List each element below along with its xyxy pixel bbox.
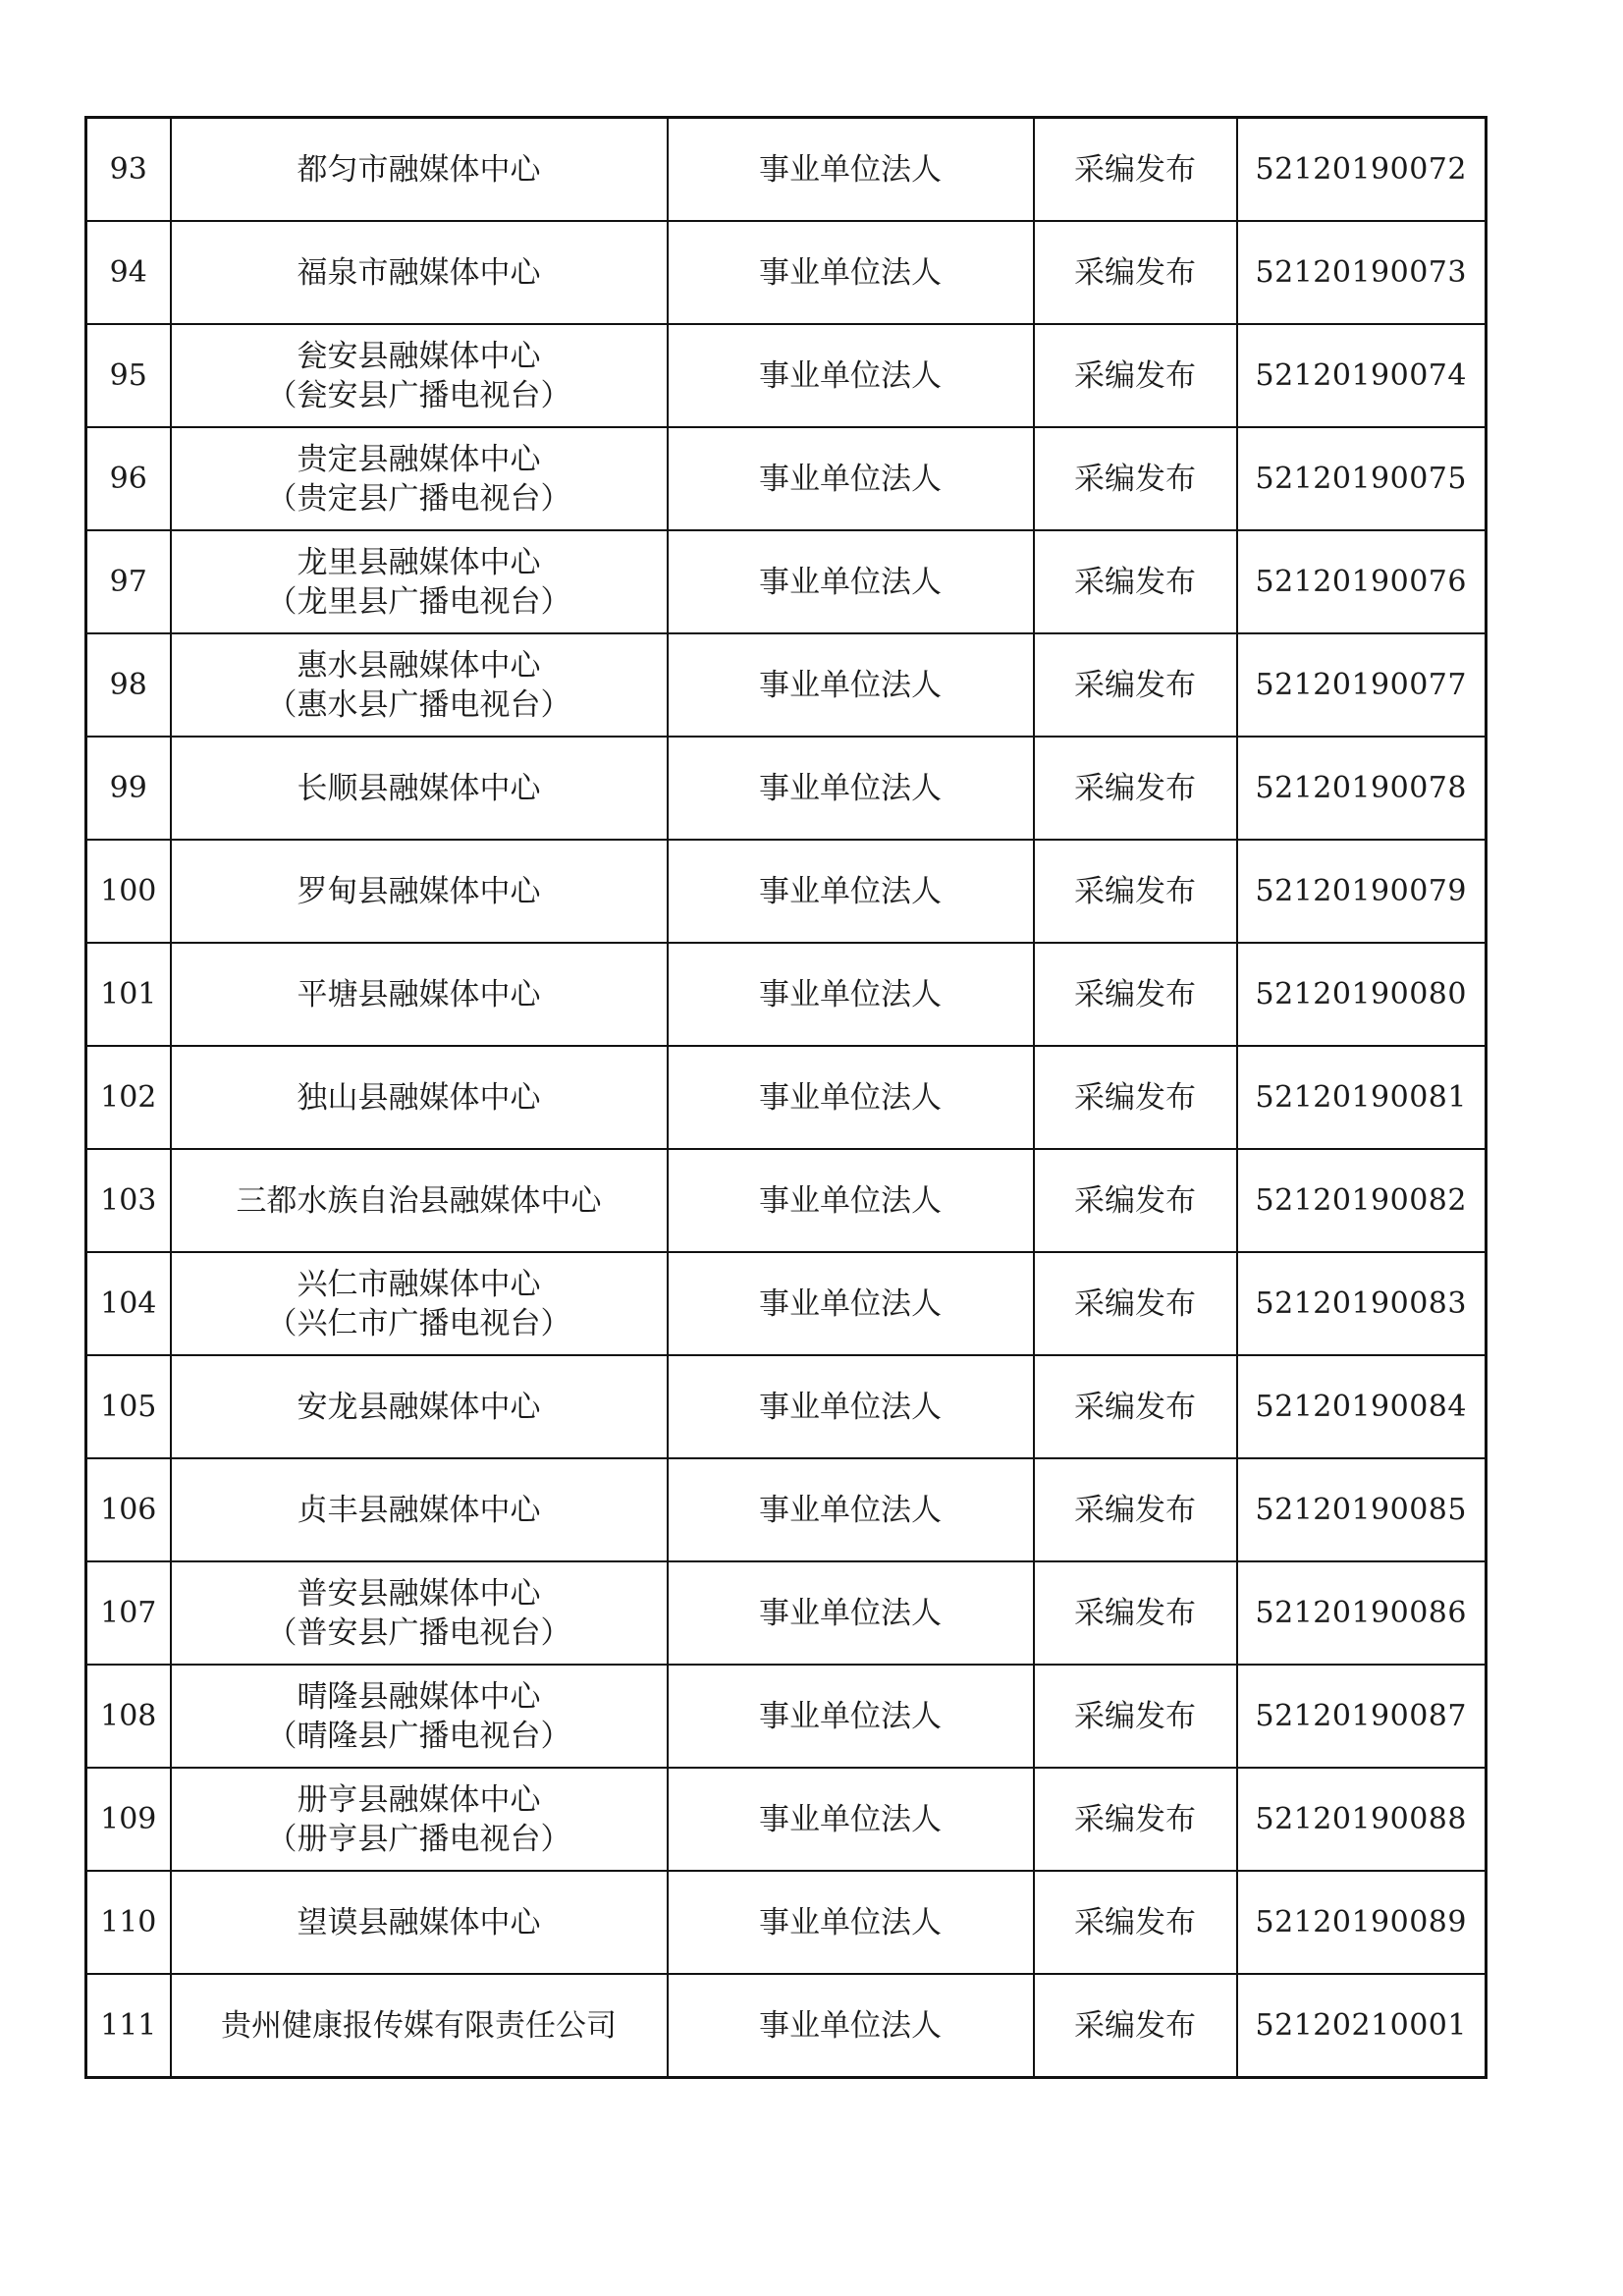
- row-number-cell: 96: [86, 427, 171, 530]
- table-row: [86, 633, 1487, 737]
- organization-name: 都匀市融媒体中心: [297, 151, 541, 188]
- organization-name: 龙里县融媒体中心: [297, 544, 541, 580]
- organization-name: 平塘县融媒体中心: [297, 976, 541, 1012]
- organization-name: 贵定县融媒体中心: [297, 441, 541, 477]
- business-scope-cell: 采编发布: [1034, 1974, 1237, 2078]
- row-number-cell: 93: [86, 118, 171, 222]
- row-number-cell: 97: [86, 530, 171, 633]
- entity-type-cell: 事业单位法人: [668, 1252, 1034, 1355]
- organization-name-cell: [171, 1149, 668, 1252]
- table-row: [86, 118, 1487, 222]
- entity-type-cell: 事业单位法人: [668, 221, 1034, 324]
- license-code-cell: 52120190088: [1237, 1768, 1487, 1871]
- business-scope-cell: 采编发布: [1034, 1252, 1237, 1355]
- organization-name-cell: [171, 840, 668, 943]
- license-code-cell: 52120190084: [1237, 1355, 1487, 1458]
- organization-alias: （册亨县广播电视台）: [266, 1821, 571, 1857]
- organization-name-cell: [171, 530, 668, 633]
- table-row: [86, 1458, 1487, 1561]
- table-row: [86, 1355, 1487, 1458]
- entity-type-cell: 事业单位法人: [668, 737, 1034, 840]
- row-number-cell: 98: [86, 633, 171, 737]
- entity-type-cell: 事业单位法人: [668, 840, 1034, 943]
- organization-alias: （龙里县广播电视台）: [266, 583, 571, 620]
- organization-alias: （普安县广播电视台）: [266, 1614, 571, 1651]
- entity-type-cell: 事业单位法人: [668, 1768, 1034, 1871]
- row-number-cell: 102: [86, 1046, 171, 1149]
- business-scope-cell: 采编发布: [1034, 633, 1237, 737]
- table-row: [86, 1974, 1487, 2078]
- license-code-cell: 52120190080: [1237, 943, 1487, 1046]
- row-number-cell: 99: [86, 737, 171, 840]
- table-row: [86, 943, 1487, 1046]
- business-scope-cell: 采编发布: [1034, 943, 1237, 1046]
- organization-name: 独山县融媒体中心: [297, 1079, 541, 1116]
- table-row: [86, 840, 1487, 943]
- business-scope-cell: 采编发布: [1034, 118, 1237, 222]
- entity-type-cell: 事业单位法人: [668, 530, 1034, 633]
- organization-name: 贵州健康报传媒有限责任公司: [221, 2007, 617, 2044]
- business-scope-cell: 采编发布: [1034, 1665, 1237, 1768]
- organization-alias: （瓮安县广播电视台）: [266, 377, 571, 413]
- organization-name: 三都水族自治县融媒体中心: [236, 1182, 602, 1219]
- row-number-cell: 107: [86, 1561, 171, 1665]
- table-row: [86, 1149, 1487, 1252]
- business-scope-cell: 采编发布: [1034, 1871, 1237, 1974]
- business-scope-cell: 采编发布: [1034, 530, 1237, 633]
- business-scope-cell: 采编发布: [1034, 1458, 1237, 1561]
- license-code-cell: 52120190073: [1237, 221, 1487, 324]
- table-row: [86, 1252, 1487, 1355]
- entity-type-cell: 事业单位法人: [668, 1871, 1034, 1974]
- row-number-cell: 106: [86, 1458, 171, 1561]
- row-number-cell: 108: [86, 1665, 171, 1768]
- entity-type-cell: 事业单位法人: [668, 1974, 1034, 2078]
- table-row: [86, 324, 1487, 427]
- entity-type-cell: 事业单位法人: [668, 943, 1034, 1046]
- organization-name-cell: [171, 1561, 668, 1665]
- license-code-cell: 52120190072: [1237, 118, 1487, 222]
- entity-type-cell: 事业单位法人: [668, 1561, 1034, 1665]
- license-code-cell: 52120190074: [1237, 324, 1487, 427]
- table-row: [86, 427, 1487, 530]
- license-code-cell: 52120190087: [1237, 1665, 1487, 1768]
- organization-alias: （兴仁市广播电视台）: [266, 1305, 571, 1341]
- license-code-cell: 52120190079: [1237, 840, 1487, 943]
- table-row: [86, 1561, 1487, 1665]
- row-number-cell: 101: [86, 943, 171, 1046]
- row-number-cell: 104: [86, 1252, 171, 1355]
- business-scope-cell: 采编发布: [1034, 737, 1237, 840]
- organization-alias: （晴隆县广播电视台）: [266, 1718, 571, 1754]
- row-number-cell: 109: [86, 1768, 171, 1871]
- organization-name-cell: [171, 943, 668, 1046]
- business-scope-cell: 采编发布: [1034, 221, 1237, 324]
- organization-name: 惠水县融媒体中心: [297, 647, 541, 683]
- organization-name: 贞丰县融媒体中心: [297, 1492, 541, 1528]
- organization-name-cell: [171, 1458, 668, 1561]
- organization-name: 兴仁市融媒体中心: [297, 1266, 541, 1302]
- organization-name: 长顺县融媒体中心: [297, 770, 541, 806]
- row-number-cell: 94: [86, 221, 171, 324]
- row-number-cell: 111: [86, 1974, 171, 2078]
- row-number-cell: 110: [86, 1871, 171, 1974]
- organization-name-cell: [171, 1665, 668, 1768]
- business-scope-cell: 采编发布: [1034, 1046, 1237, 1149]
- table-row: [86, 530, 1487, 633]
- business-scope-cell: 采编发布: [1034, 1149, 1237, 1252]
- row-number-cell: 95: [86, 324, 171, 427]
- table-row: [86, 1665, 1487, 1768]
- registry-table: [84, 116, 1488, 2079]
- entity-type-cell: 事业单位法人: [668, 1458, 1034, 1561]
- row-number-cell: 103: [86, 1149, 171, 1252]
- license-code-cell: 52120190082: [1237, 1149, 1487, 1252]
- organization-name: 册亨县融媒体中心: [297, 1781, 541, 1818]
- row-number-cell: 105: [86, 1355, 171, 1458]
- organization-name: 福泉市融媒体中心: [297, 254, 541, 291]
- organization-name-cell: [171, 118, 668, 222]
- license-code-cell: 52120190083: [1237, 1252, 1487, 1355]
- business-scope-cell: 采编发布: [1034, 1355, 1237, 1458]
- table-row: [86, 737, 1487, 840]
- organization-name-cell: [171, 1355, 668, 1458]
- organization-name: 安龙县融媒体中心: [297, 1389, 541, 1425]
- table-row: [86, 1768, 1487, 1871]
- entity-type-cell: 事业单位法人: [668, 427, 1034, 530]
- table-row: [86, 1046, 1487, 1149]
- table-row: [86, 221, 1487, 324]
- organization-name-cell: [171, 1768, 668, 1871]
- license-code-cell: 52120190075: [1237, 427, 1487, 530]
- organization-name-cell: [171, 1974, 668, 2078]
- entity-type-cell: 事业单位法人: [668, 324, 1034, 427]
- license-code-cell: 52120190089: [1237, 1871, 1487, 1974]
- business-scope-cell: 采编发布: [1034, 1768, 1237, 1871]
- organization-name-cell: [171, 221, 668, 324]
- organization-name-cell: [171, 1252, 668, 1355]
- business-scope-cell: 采编发布: [1034, 427, 1237, 530]
- entity-type-cell: 事业单位法人: [668, 1665, 1034, 1768]
- organization-name-cell: [171, 1046, 668, 1149]
- license-code-cell: 52120190081: [1237, 1046, 1487, 1149]
- license-code-cell: 52120210001: [1237, 1974, 1487, 2078]
- entity-type-cell: 事业单位法人: [668, 1355, 1034, 1458]
- license-code-cell: 52120190085: [1237, 1458, 1487, 1561]
- organization-name-cell: [171, 427, 668, 530]
- entity-type-cell: 事业单位法人: [668, 1046, 1034, 1149]
- license-code-cell: 52120190076: [1237, 530, 1487, 633]
- table-row: [86, 1871, 1487, 1974]
- entity-type-cell: 事业单位法人: [668, 118, 1034, 222]
- business-scope-cell: 采编发布: [1034, 840, 1237, 943]
- entity-type-cell: 事业单位法人: [668, 633, 1034, 737]
- organization-name: 晴隆县融媒体中心: [297, 1678, 541, 1715]
- organization-name: 罗甸县融媒体中心: [297, 873, 541, 909]
- organization-name: 普安县融媒体中心: [297, 1575, 541, 1612]
- organization-name: 瓮安县融媒体中心: [297, 338, 541, 374]
- organization-name-cell: [171, 633, 668, 737]
- organization-alias: （贵定县广播电视台）: [266, 480, 571, 517]
- registry-table-body: [86, 118, 1487, 2078]
- organization-name-cell: [171, 737, 668, 840]
- row-number-cell: 100: [86, 840, 171, 943]
- organization-name: 望谟县融媒体中心: [297, 1904, 541, 1941]
- license-code-cell: 52120190077: [1237, 633, 1487, 737]
- license-code-cell: 52120190086: [1237, 1561, 1487, 1665]
- organization-name-cell: [171, 1871, 668, 1974]
- organization-name-cell: [171, 324, 668, 427]
- license-code-cell: 52120190078: [1237, 737, 1487, 840]
- organization-alias: （惠水县广播电视台）: [266, 686, 571, 723]
- business-scope-cell: 采编发布: [1034, 324, 1237, 427]
- entity-type-cell: 事业单位法人: [668, 1149, 1034, 1252]
- business-scope-cell: 采编发布: [1034, 1561, 1237, 1665]
